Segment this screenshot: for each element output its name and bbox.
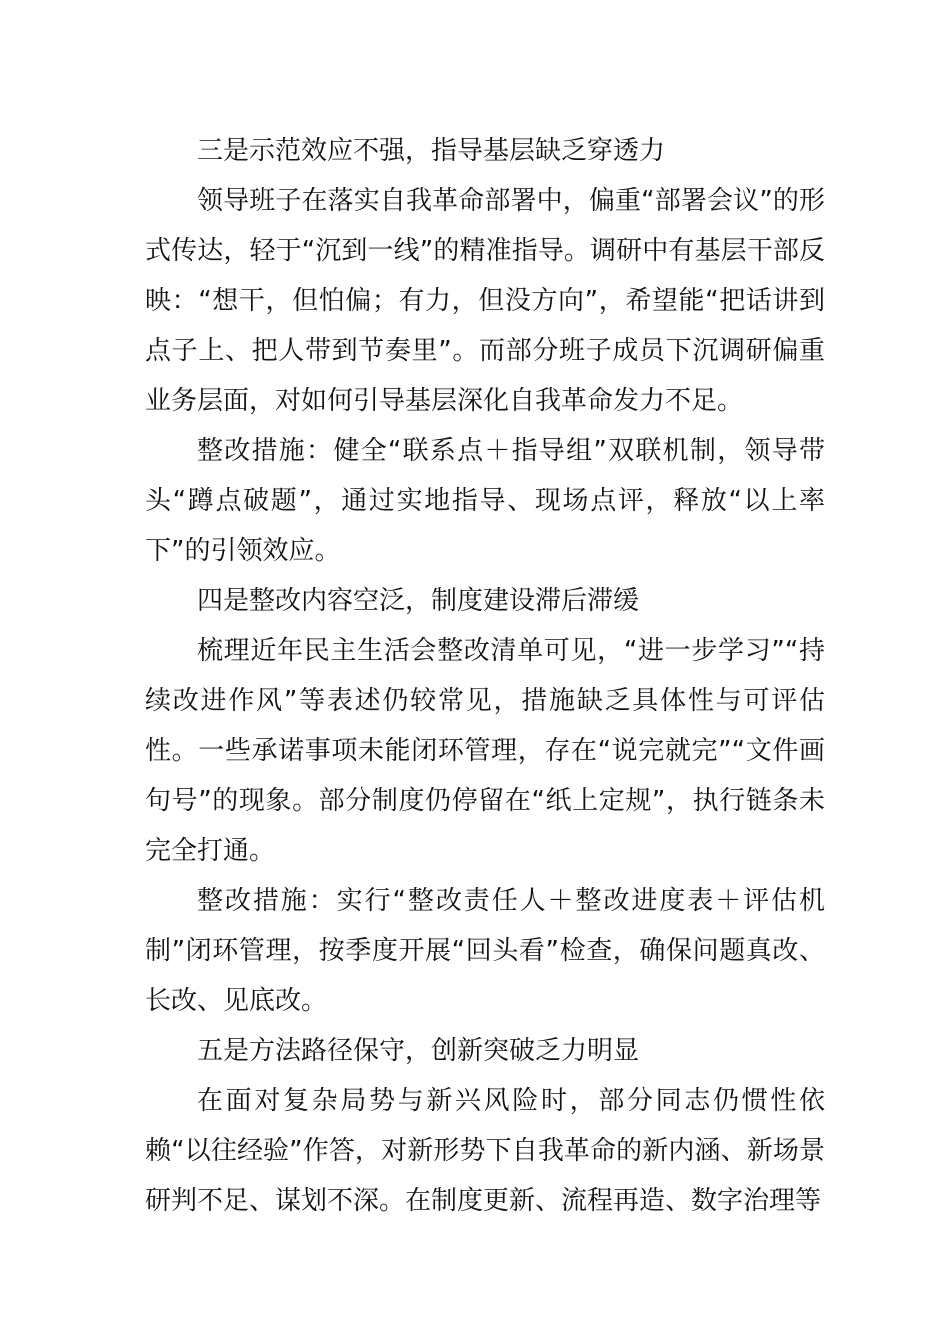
section-heading-4: 四是整改内容空泛，制度建设滞后滞缓 <box>197 586 640 616</box>
paragraph: 领导班子在落实自我革命部署中，偏重“部署会议”的形式传达，轻于“沉到一线”的精准指导。调研中有基层干部反映：“想干，但怕偏；有力，但没方向”，希望能“把话讲到点子上、把人带到节奏里”。而部分班子成员下沉调研偏重业务层面，对如何引导基层深化自我革命发力不足。 <box>145 186 825 416</box>
document-body <box>145 126 825 1226</box>
section-heading-5: 五是方法路径保守，创新突破乏力明显 <box>197 1036 640 1066</box>
paragraph: 在面对复杂局势与新兴风险时，部分同志仍惯性依赖“以往经验”作答，对新形势下自我革命的新内涵、新场景研判不足、谋划不深。在制度更新、流程再造、数字治理等 <box>145 1086 825 1216</box>
rectification-measure: 整改措施：健全“联系点＋指导组”双联机制，领导带头“蹲点破题”，通过实地指导、现场点评，释放“以上率下”的引领效应。 <box>145 436 825 566</box>
rectification-measure: 整改措施：实行“整改责任人＋整改进度表＋评估机制”闭环管理，按季度开展“回头看”检查，确保问题真改、长改、见底改。 <box>145 886 825 1016</box>
section-heading-3: 三是示范效应不强，指导基层缺乏穿透力 <box>197 136 666 166</box>
paragraph: 梳理近年民主生活会整改清单可见，“进一步学习”“持续改进作风”等表述仍较常见，措施缺乏具体性与可评估性。一些承诺事项未能闭环管理，存在“说完就完”“文件画句号”的现象。部分制度仍停留在“纸上定规”，执行链条未完全打通。 <box>145 636 825 866</box>
